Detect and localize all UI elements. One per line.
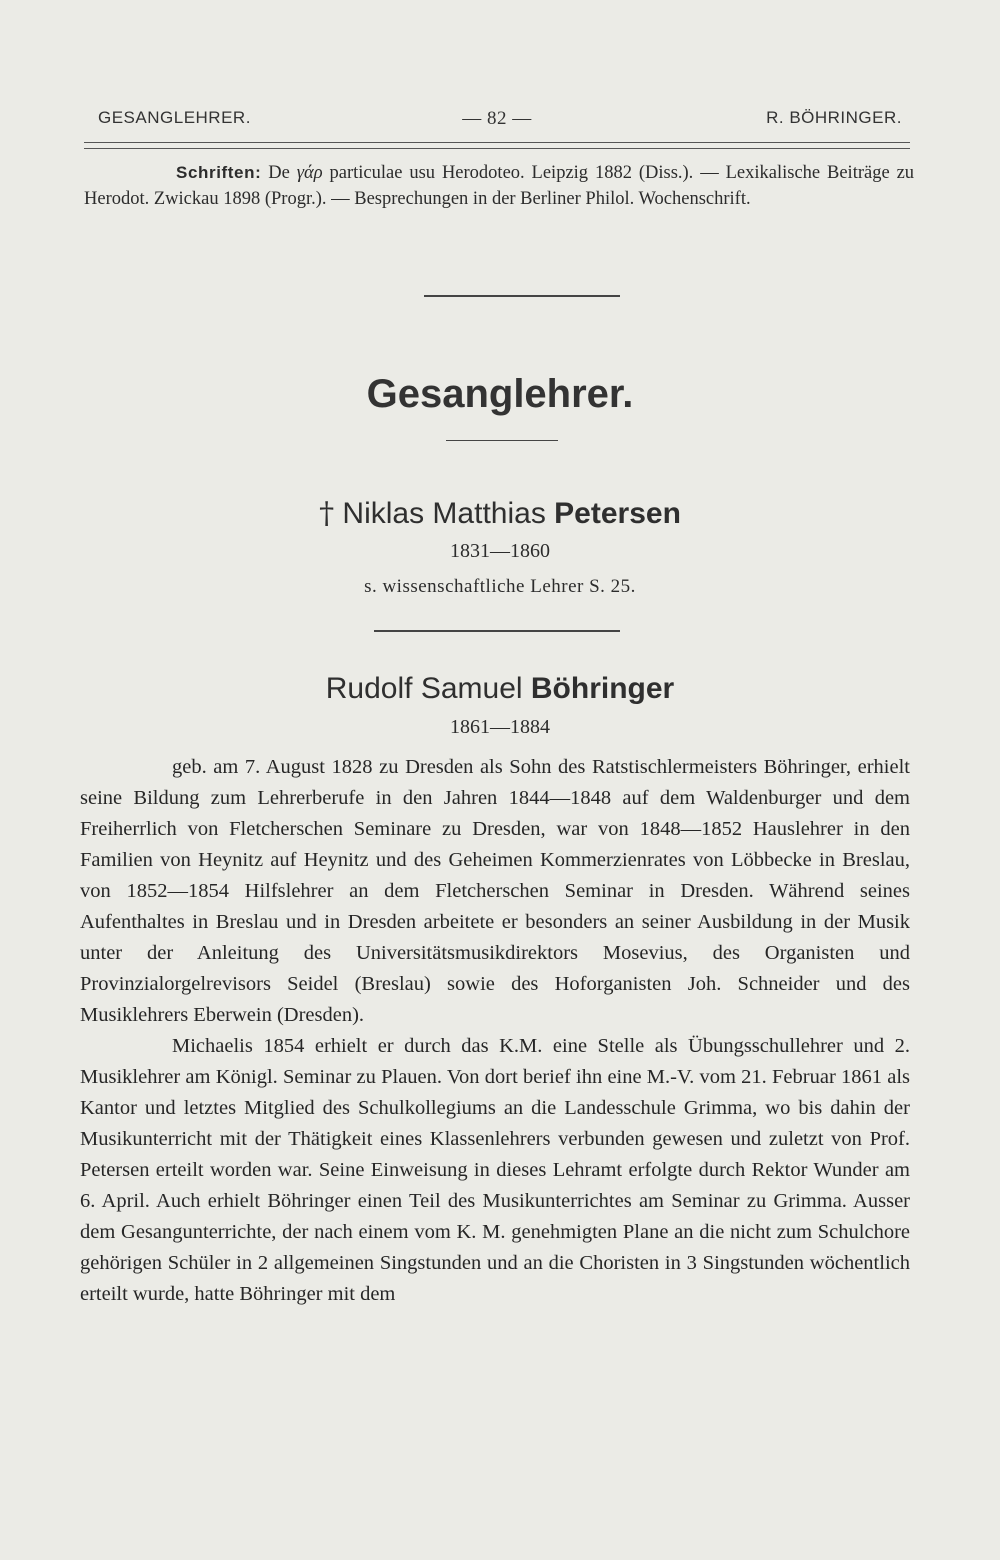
running-head-section: GESANGLEHRER. <box>98 108 251 127</box>
header-double-rule <box>84 142 910 149</box>
page-number: — 82 — <box>462 108 532 129</box>
entry-name-boehringer <box>0 672 1000 706</box>
deceased-cross-icon: † <box>319 496 335 531</box>
publications-label: Schriften: <box>176 163 262 182</box>
entry-name-petersen <box>0 496 1000 531</box>
entry-separator-rule <box>374 630 620 632</box>
cross-reference: s. wissenschaftliche Lehrer S. 25. <box>364 576 636 597</box>
biography-text <box>80 752 910 1310</box>
running-head <box>84 108 910 138</box>
running-head-name: R. BÖHRINGER. <box>766 108 902 127</box>
section-separator-rule <box>424 295 620 297</box>
publications-text: particulae usu Herodoteo. Leipzig 1882 (Diss.). — Lexikalische Beiträge zu Herodot. Zwickau 1898 (Progr.). — Besprechungen in der Berliner Philol. Wochenschrift. <box>84 163 915 209</box>
biography-paragraph: Michaelis 1854 erhielt er durch das K.M. eine Stelle als Übungsschullehrer und 2. Musiklehrer am Königl. Seminar zu Plauen. Von dort berief ihn eine M.-V. vom 21. Februar 1861 als Kantor und letztes Mitglied des Schulkollegiums an die Landesschule Grimma, wo bis dahin der Musikunterricht mit der Thätigkeit eines Klassenlehrers verbunden gewesen und zuletzt von Prof. Petersen erteilt worden war. Seine Einweisung in dieses Lehramt erfolgte durch Rektor Wunder am 6. April. Auch erhielt Böhringer einen Teil des Musikunterrichtes am Seminar zu Grimma. Ausser dem Gesangunterrichte, der nach einem vom K. M. genehmigten Plane an die nicht zum Schulchore gehörigen Schüler in 2 allgemeinen Singstunden und an die Choristen in 3 Singstunden wöchentlich erteilt wurde, hatte Böhringer mit dem <box>80 1035 910 1305</box>
title-underline-rule <box>446 440 558 441</box>
entry-dates-boehringer: 1861—1884 <box>450 716 550 738</box>
entry-surname: Petersen <box>554 497 681 530</box>
biography-paragraph: geb. am 7. August 1828 zu Dresden als Sohn des Ratstischlermeisters Böhringer, erhielt seine Bildung zum Lehrerberufe in den Jahren 1844—1848 auf dem Waldenburger und dem Freiherrlich von Fletcherschen Seminare zu Dresden, war von 1848—1852 Hauslehrer in den Familien von Heynitz auf Heynitz und des Geheimen Kommerzienrates von Löbbecke in Breslau, von 1852—1854 Hilfslehrer an dem Fletcherschen Seminar in Dresden. Während seines Aufenthaltes in Breslau und in Dresden arbeitete er besonders an seiner Ausbildung in der Musik unter der Anleitung des Universitätsmusikdirektors Mosevius, des Organisten und Provinzialorgelrevisors Seidel (Breslau) sowie des Hoforganisten Joh. Schneider und des Musiklehrers Eberwein (Dresden). <box>80 756 910 1026</box>
section-title: Gesanglehrer. <box>366 372 634 416</box>
publications-text-start: De <box>268 163 290 183</box>
entry-surname: Böhringer <box>530 672 675 705</box>
entry-dates-petersen: 1831—1860 <box>450 540 550 562</box>
publications-greek-word: γάρ <box>296 163 323 183</box>
entry-given-names: Rudolf Samuel <box>325 672 523 705</box>
entry-given-names: Niklas Matthias <box>342 497 546 530</box>
publications-paragraph <box>84 160 914 212</box>
